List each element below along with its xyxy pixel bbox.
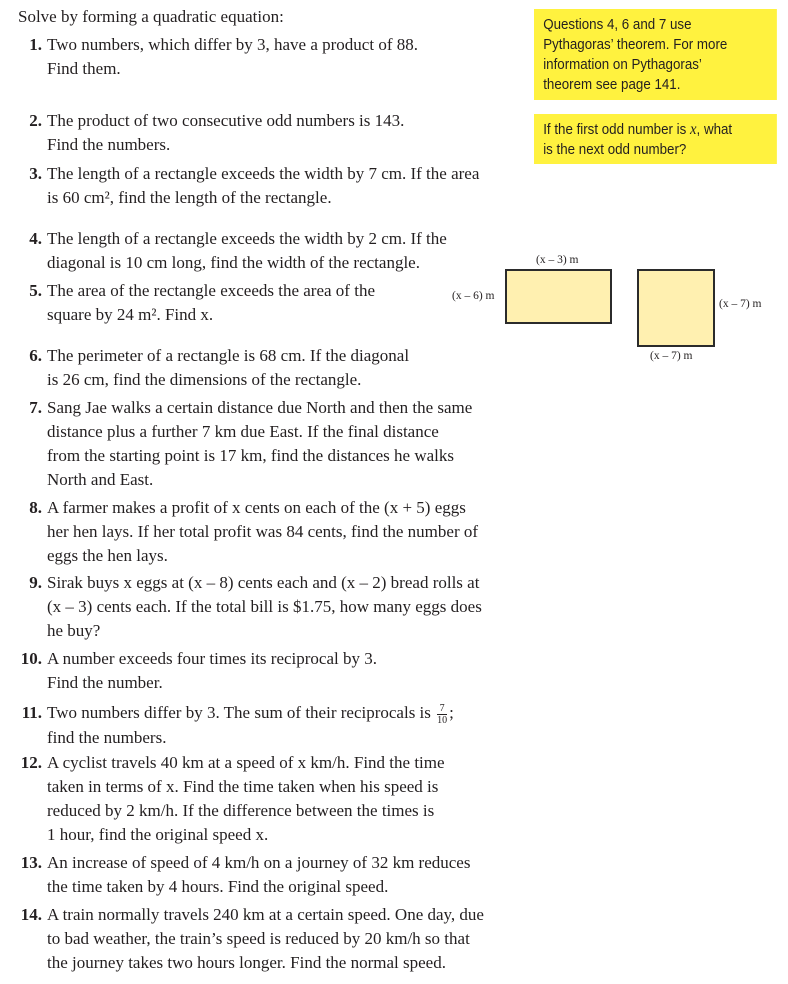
question-6 <box>0 344 520 392</box>
question-text: taken in terms of x. Find the time taken when his speed is <box>47 777 439 796</box>
square-right-label: (x – 7) m <box>719 298 762 310</box>
question-text: A number exceeds four times its reciprocal by 3. <box>47 649 377 668</box>
square-bottom-label: (x – 7) m <box>650 350 693 362</box>
question-text: her hen lays. If her total profit was 84 cents, find the number of <box>47 522 479 541</box>
question-number: 3. <box>29 164 42 183</box>
hint-text: theorem see page 141. <box>543 77 681 93</box>
question-4 <box>0 227 520 275</box>
question-number: 9. <box>29 573 42 592</box>
question-7 <box>0 396 520 492</box>
question-text: 1 hour, find the original speed x. <box>47 825 269 844</box>
question-text: Find them. <box>47 59 121 78</box>
question-2 <box>0 109 520 157</box>
question-text: (x – 3) cents each. If the total bill is $1.75, how many eggs does <box>47 597 482 616</box>
question-number: 7. <box>29 398 42 417</box>
rectangle-left-label: (x – 6) m <box>452 290 495 302</box>
question-text: An increase of speed of 4 km/h on a journey of 32 km reduces <box>47 853 471 872</box>
rectangle-shape <box>505 269 612 324</box>
question-text: Sirak buys x eggs at (x – 8) cents each and (x – 2) bread rolls at <box>47 573 480 592</box>
fraction-numerator: 7 <box>437 703 447 715</box>
question-text: the journey takes two hours longer. Find the normal speed. <box>47 953 446 972</box>
question-9 <box>0 571 520 643</box>
question-13 <box>0 851 520 899</box>
hint-text: If the first odd number is <box>543 122 691 138</box>
question-text: A train normally travels 240 km at a certain speed. One day, due <box>47 905 484 924</box>
question-text: The length of a rectangle exceeds the width by 7 cm. If the area <box>47 164 480 183</box>
question-number: 5. <box>29 281 42 300</box>
question-text: A cyclist travels 40 km at a speed of x km/h. Find the time <box>47 753 445 772</box>
question-text: eggs the hen lays. <box>47 546 168 565</box>
question-text: is 60 cm², find the length of the rectangle. <box>47 188 332 207</box>
intro-heading: Solve by forming a quadratic equation: <box>18 7 284 26</box>
hint-variable: x <box>690 121 697 138</box>
question-14 <box>0 903 520 975</box>
hint-text: information on Pythagoras’ <box>543 57 702 73</box>
question-3 <box>0 162 520 210</box>
fraction <box>437 703 447 726</box>
question-text: he buy? <box>47 621 101 640</box>
question-text: The perimeter of a rectangle is 68 cm. If the diagonal <box>47 346 410 365</box>
question-text: from the starting point is 17 km, find the distances he walks <box>47 446 454 465</box>
question-text: square by 24 m². Find x. <box>47 305 214 324</box>
question-number: 4. <box>29 229 42 248</box>
question-11 <box>0 701 520 750</box>
question-12 <box>0 751 520 847</box>
question-number: 12. <box>20 753 42 772</box>
question-number: 14. <box>20 905 42 924</box>
question-text: distance plus a further 7 km due East. If the final distance <box>47 422 439 441</box>
question-number: 1. <box>29 35 42 54</box>
hint-box-pythagoras <box>534 9 777 100</box>
question-number: 13. <box>20 853 42 872</box>
hint-box-odd-numbers <box>534 114 777 164</box>
question-text: Find the number. <box>47 673 163 692</box>
question-text: ; <box>449 703 454 722</box>
square-shape <box>637 269 715 347</box>
hint-text: Questions 4, 6 and 7 use <box>543 17 692 33</box>
hint-text: Pythagoras’ theorem. For more <box>543 37 728 53</box>
question-5 <box>0 279 520 327</box>
question-text: find the numbers. <box>47 727 167 747</box>
question-text: diagonal is 10 cm long, find the width of the rectangle. <box>47 253 420 272</box>
question-text: to bad weather, the train’s speed is reduced by 20 km/h so that <box>47 929 470 948</box>
question-number: 11. <box>21 703 42 722</box>
question-number: 2. <box>29 111 42 130</box>
question-text: Sang Jae walks a certain distance due North and then the same <box>47 398 473 417</box>
question-number: 6. <box>29 346 42 365</box>
hint-text: , what <box>696 122 733 138</box>
question-text: The area of the rectangle exceeds the area of the <box>47 281 375 300</box>
question-text: Find the numbers. <box>47 135 171 154</box>
fraction-denominator: 10 <box>437 714 448 726</box>
question-text: North and East. <box>47 470 154 489</box>
question-number: 8. <box>29 498 42 517</box>
question-text: The length of a rectangle exceeds the width by 2 cm. If the <box>47 229 447 248</box>
question-number: 10. <box>20 649 42 668</box>
question-8 <box>0 496 520 568</box>
question-text: Two numbers differ by 3. The sum of their reciprocals is <box>47 703 431 722</box>
rectangle-top-label: (x – 3) m <box>536 254 579 266</box>
question-text: the time taken by 4 hours. Find the original speed. <box>47 877 389 896</box>
question-text: The product of two consecutive odd numbers is 143. <box>47 111 405 130</box>
hint-text: is the next odd number? <box>543 142 687 158</box>
question-text: Two numbers, which differ by 3, have a product of 88. <box>47 35 418 54</box>
question-text: reduced by 2 km/h. If the difference between the times is <box>47 801 435 820</box>
question-text: A farmer makes a profit of x cents on each of the (x + 5) eggs <box>47 498 466 517</box>
question-1 <box>0 33 520 81</box>
question-text: is 26 cm, find the dimensions of the rectangle. <box>47 370 362 389</box>
question-10 <box>0 647 520 695</box>
